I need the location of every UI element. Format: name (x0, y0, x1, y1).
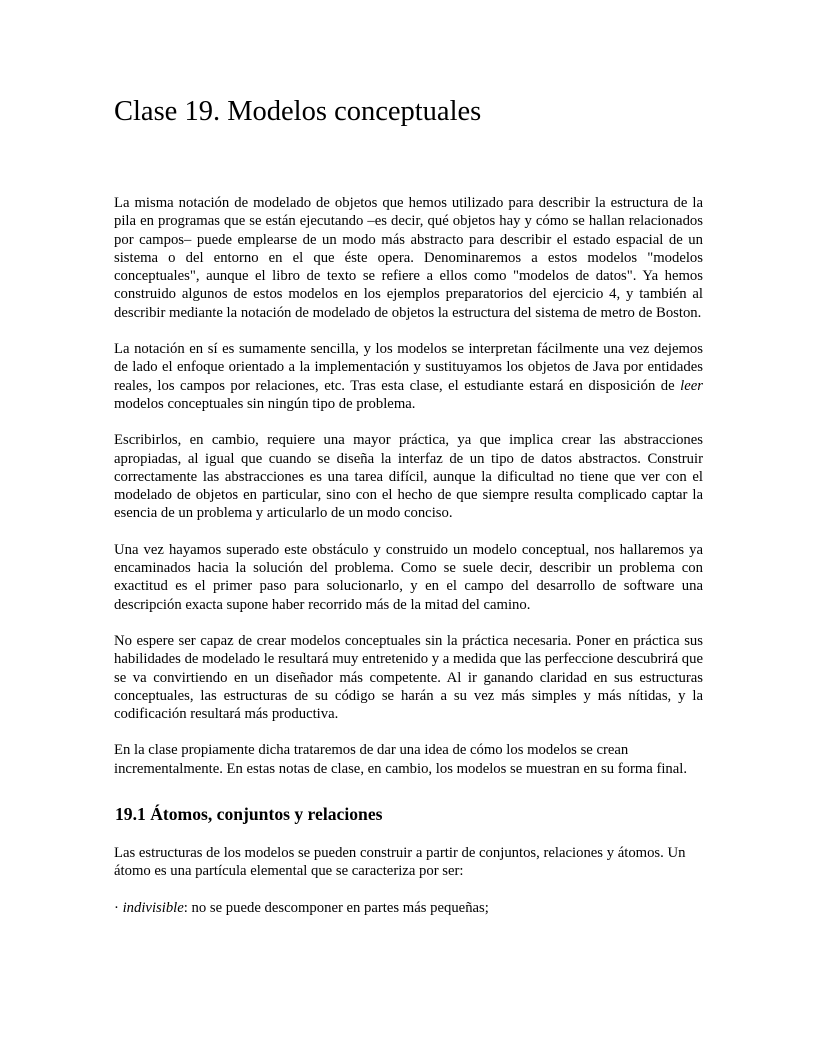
paragraph-writing: Escribirlos, en cambio, requiere una mayor práctica, ya que implica crear las abstracciones apropiadas, al igual que cuando se diseña la interfaz de un tipo de datos abstractos. Construir correctamente las abstracciones es una tarea difícil, aunque la dificultad no tiene que ver con el modelado de objetos en particular, sino con el hecho de que siempre resulta complicado captar la esencia de un problema y articularlo de un modo conciso. (114, 432, 703, 522)
bullet-text: : no se puede descomponer en partes más pequeñas; (183, 899, 489, 916)
paragraph-practice: No espere ser capaz de crear modelos conceptuales sin la práctica necesaria. Poner en práctica sus habilidades de modelado le resultará muy entretenido y a medida que las perfeccione descubrirá que se va convirtiendo en un diseñador más competente. Al ir ganando claridad en sus estructuras conceptuales, las estructuras de su código se harán a su vez más simples y más nítidas, y la codificación resultará más productiva. (114, 632, 703, 723)
section-title: 19.1 Átomos, conjuntos y relaciones (115, 804, 383, 825)
paragraph-notation-text: La notación en sí es sumamente sencilla, y los modelos se interpretan fácilmente una vez dejemos de lado el enfoque orientado a la implementación y sustituyamos los objetos de Java por entidades reales, los campos por relaciones, etc. Tras esta clase, el estudiante estará en disposición de (114, 341, 703, 394)
section-intro: Las estructuras de los modelos se pueden construir a partir de conjuntos, relaciones y átomos. Un átomo es una partícula elemental que se caracteriza por ser: (114, 845, 686, 880)
paragraph-class: En la clase propiamente dicha trataremos de dar una idea de cómo los modelos se crean incrementalmente. En estas notas de clase, en cambio, los modelos se muestran en su forma final. (114, 742, 688, 777)
bullet-term: indivisible (122, 899, 184, 916)
document-body (114, 194, 703, 917)
page-title: Clase 19. Modelos conceptuales (114, 96, 482, 127)
paragraph-notation-text-end: modelos conceptuales sin ningún tipo de problema. (114, 395, 416, 412)
paragraph-notation (114, 340, 703, 413)
bullet-marker: · (114, 899, 123, 916)
list-item (114, 899, 703, 917)
paragraph-intro: La misma notación de modelado de objetos que hemos utilizado para describir la estructura de la pila en programas que se están ejecutando –es decir, qué objetos hay y cómo se hallan relacionados por campos– puede emplearse de un modo más abstracto para describir el estado espacial de un sistema o del entorno en el que éste opera. Denominaremos a estos modelos "modelos conceptuales", aunque el libro de texto se refiere a ellos como "modelos de datos". Ya hemos construido algunos de estos modelos en los ejemplos preparatorios del ejercicio 4, y también al describir mediante la notación de modelado de objetos la estructura del sistema de metro de Boston. (114, 195, 703, 321)
paragraph-obstacle: Una vez hayamos superado este obstáculo y construido un modelo conceptual, nos hallaremos ya encaminados hacia la solución del problema. Como se suele decir, describir un problema con exactitud es el primer paso para solucionarlo, y en el campo del desarrollo de software una descripción exacta supone haber recorrido más de la mitad del camino. (114, 541, 703, 613)
emphasis-leer: leer (680, 377, 703, 394)
